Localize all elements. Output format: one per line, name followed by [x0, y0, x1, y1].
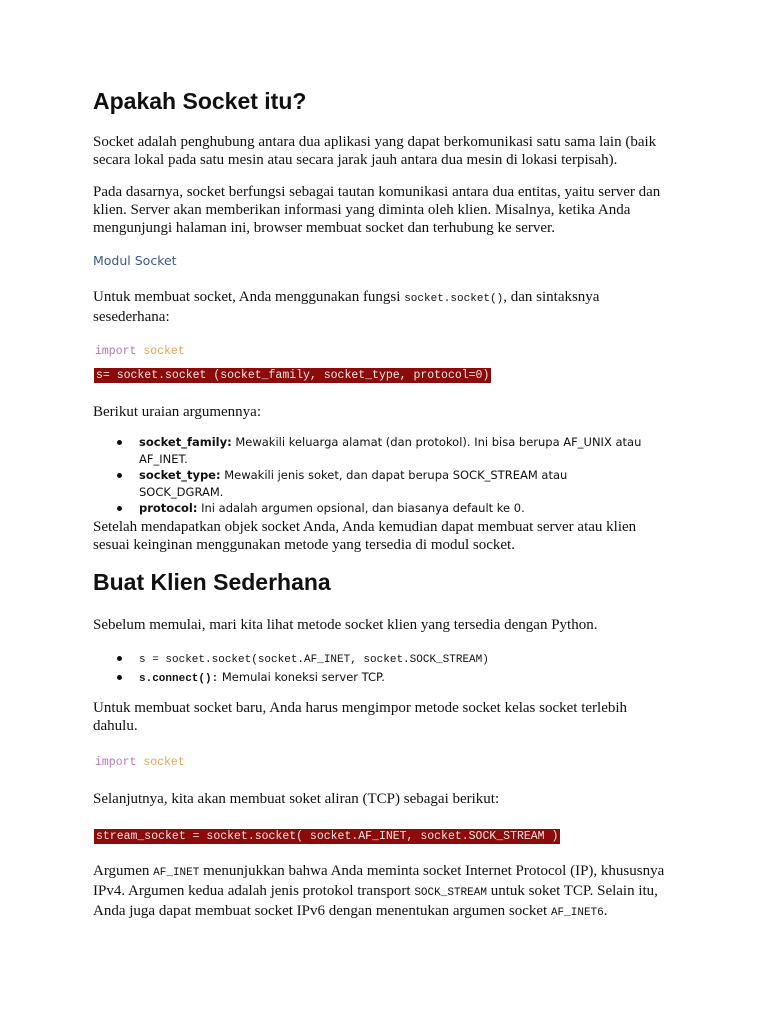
argument-list [93, 434, 653, 517]
bullet-dot [117, 473, 122, 478]
paragraph: Berikut uraian argumennya: [93, 404, 262, 420]
list-item: socket_type: Mewakili jenis soket, dan dapat berupa SOCK_STREAM atau SOCK_DGRAM. [93, 467, 653, 500]
paragraph: Argumen AF_INET menunjukkan bahwa Anda meminta socket Internet Protocol (IP), khususnya IPv4. Argumen kedua adalah jenis protokol transport SOCK_STREAM untuk soket TCP. Selain itu, Anda juga dapat membuat socket IPv6 dengan menentukan argumen socket AF_INET6. [93, 863, 665, 919]
inline-code: socket.socket() [404, 293, 504, 305]
inline-code: AF_INET [153, 867, 200, 879]
code-import-line: import socket [95, 756, 185, 769]
paragraph: Untuk membuat socket, Anda menggunakan fungsi socket.socket(), dan sintaksnya sesederhana: [93, 289, 600, 325]
section-heading-client: Buat Klien Sederhana [93, 569, 331, 595]
inline-code: SOCK_STREAM [414, 887, 487, 899]
list-item: s.connect(): Memulai koneksi server TCP. [93, 669, 653, 688]
paragraph: Setelah mendapatkan objek socket Anda, Anda kemudian dapat membuat server atau klien sesuai keinginan menggunakan metode yang tersedia di modul socket. [93, 519, 637, 553]
paragraph: Selanjutnya, kita akan membuat soket aliran (TCP) sebagai berikut: [93, 791, 500, 807]
bullet-dot [117, 656, 122, 661]
modul-socket-link[interactable]: Modul Socket [93, 253, 177, 268]
code-import-line: import socket [95, 345, 185, 358]
paragraph: Sebelum memulai, mari kita lihat metode socket klien yang tersedia dengan Python. [93, 617, 598, 633]
inline-code: AF_INET6 [550, 907, 604, 919]
code-highlight-block: s= socket.socket (socket_family, socket_type, protocol=0) [96, 369, 490, 382]
list-item: s = socket.socket(socket.AF_INET, socket.SOCK_STREAM) [93, 650, 653, 669]
paragraph: Socket adalah penghubung antara dua aplikasi yang dapat berkomunikasi satu sama lain (baik secara lokal pada satu mesin atau secara jarak jauh antara dua mesin di lokasi terpisah). [93, 134, 657, 168]
list-item: protocol: Ini adalah argumen opsional, dan biasanya default ke 0. [93, 500, 653, 517]
paragraph: Untuk membuat socket baru, Anda harus mengimpor metode socket kelas socket terlebih dahulu. [93, 700, 628, 734]
client-method-list [93, 650, 653, 687]
list-item: socket_family: Mewakili keluarga alamat (dan protokol). Ini bisa berupa AF_UNIX atau AF_INET. [93, 434, 653, 467]
bullet-dot [117, 506, 122, 511]
paragraph: Pada dasarnya, socket berfungsi sebagai tautan komunikasi antara dua entitas, yaitu server dan klien. Server akan memberikan informasi yang diminta oleh klien. Misalnya, ketika Anda mengunjungi halaman ini, browser membuat socket dan terhubung ke server. [93, 184, 661, 236]
code-highlight-block: stream_socket = socket.socket( socket.AF_INET, socket.SOCK_STREAM ) [96, 830, 559, 843]
bullet-dot [117, 675, 122, 680]
section-heading-socket: Apakah Socket itu? [93, 88, 307, 114]
bullet-dot [117, 440, 122, 445]
